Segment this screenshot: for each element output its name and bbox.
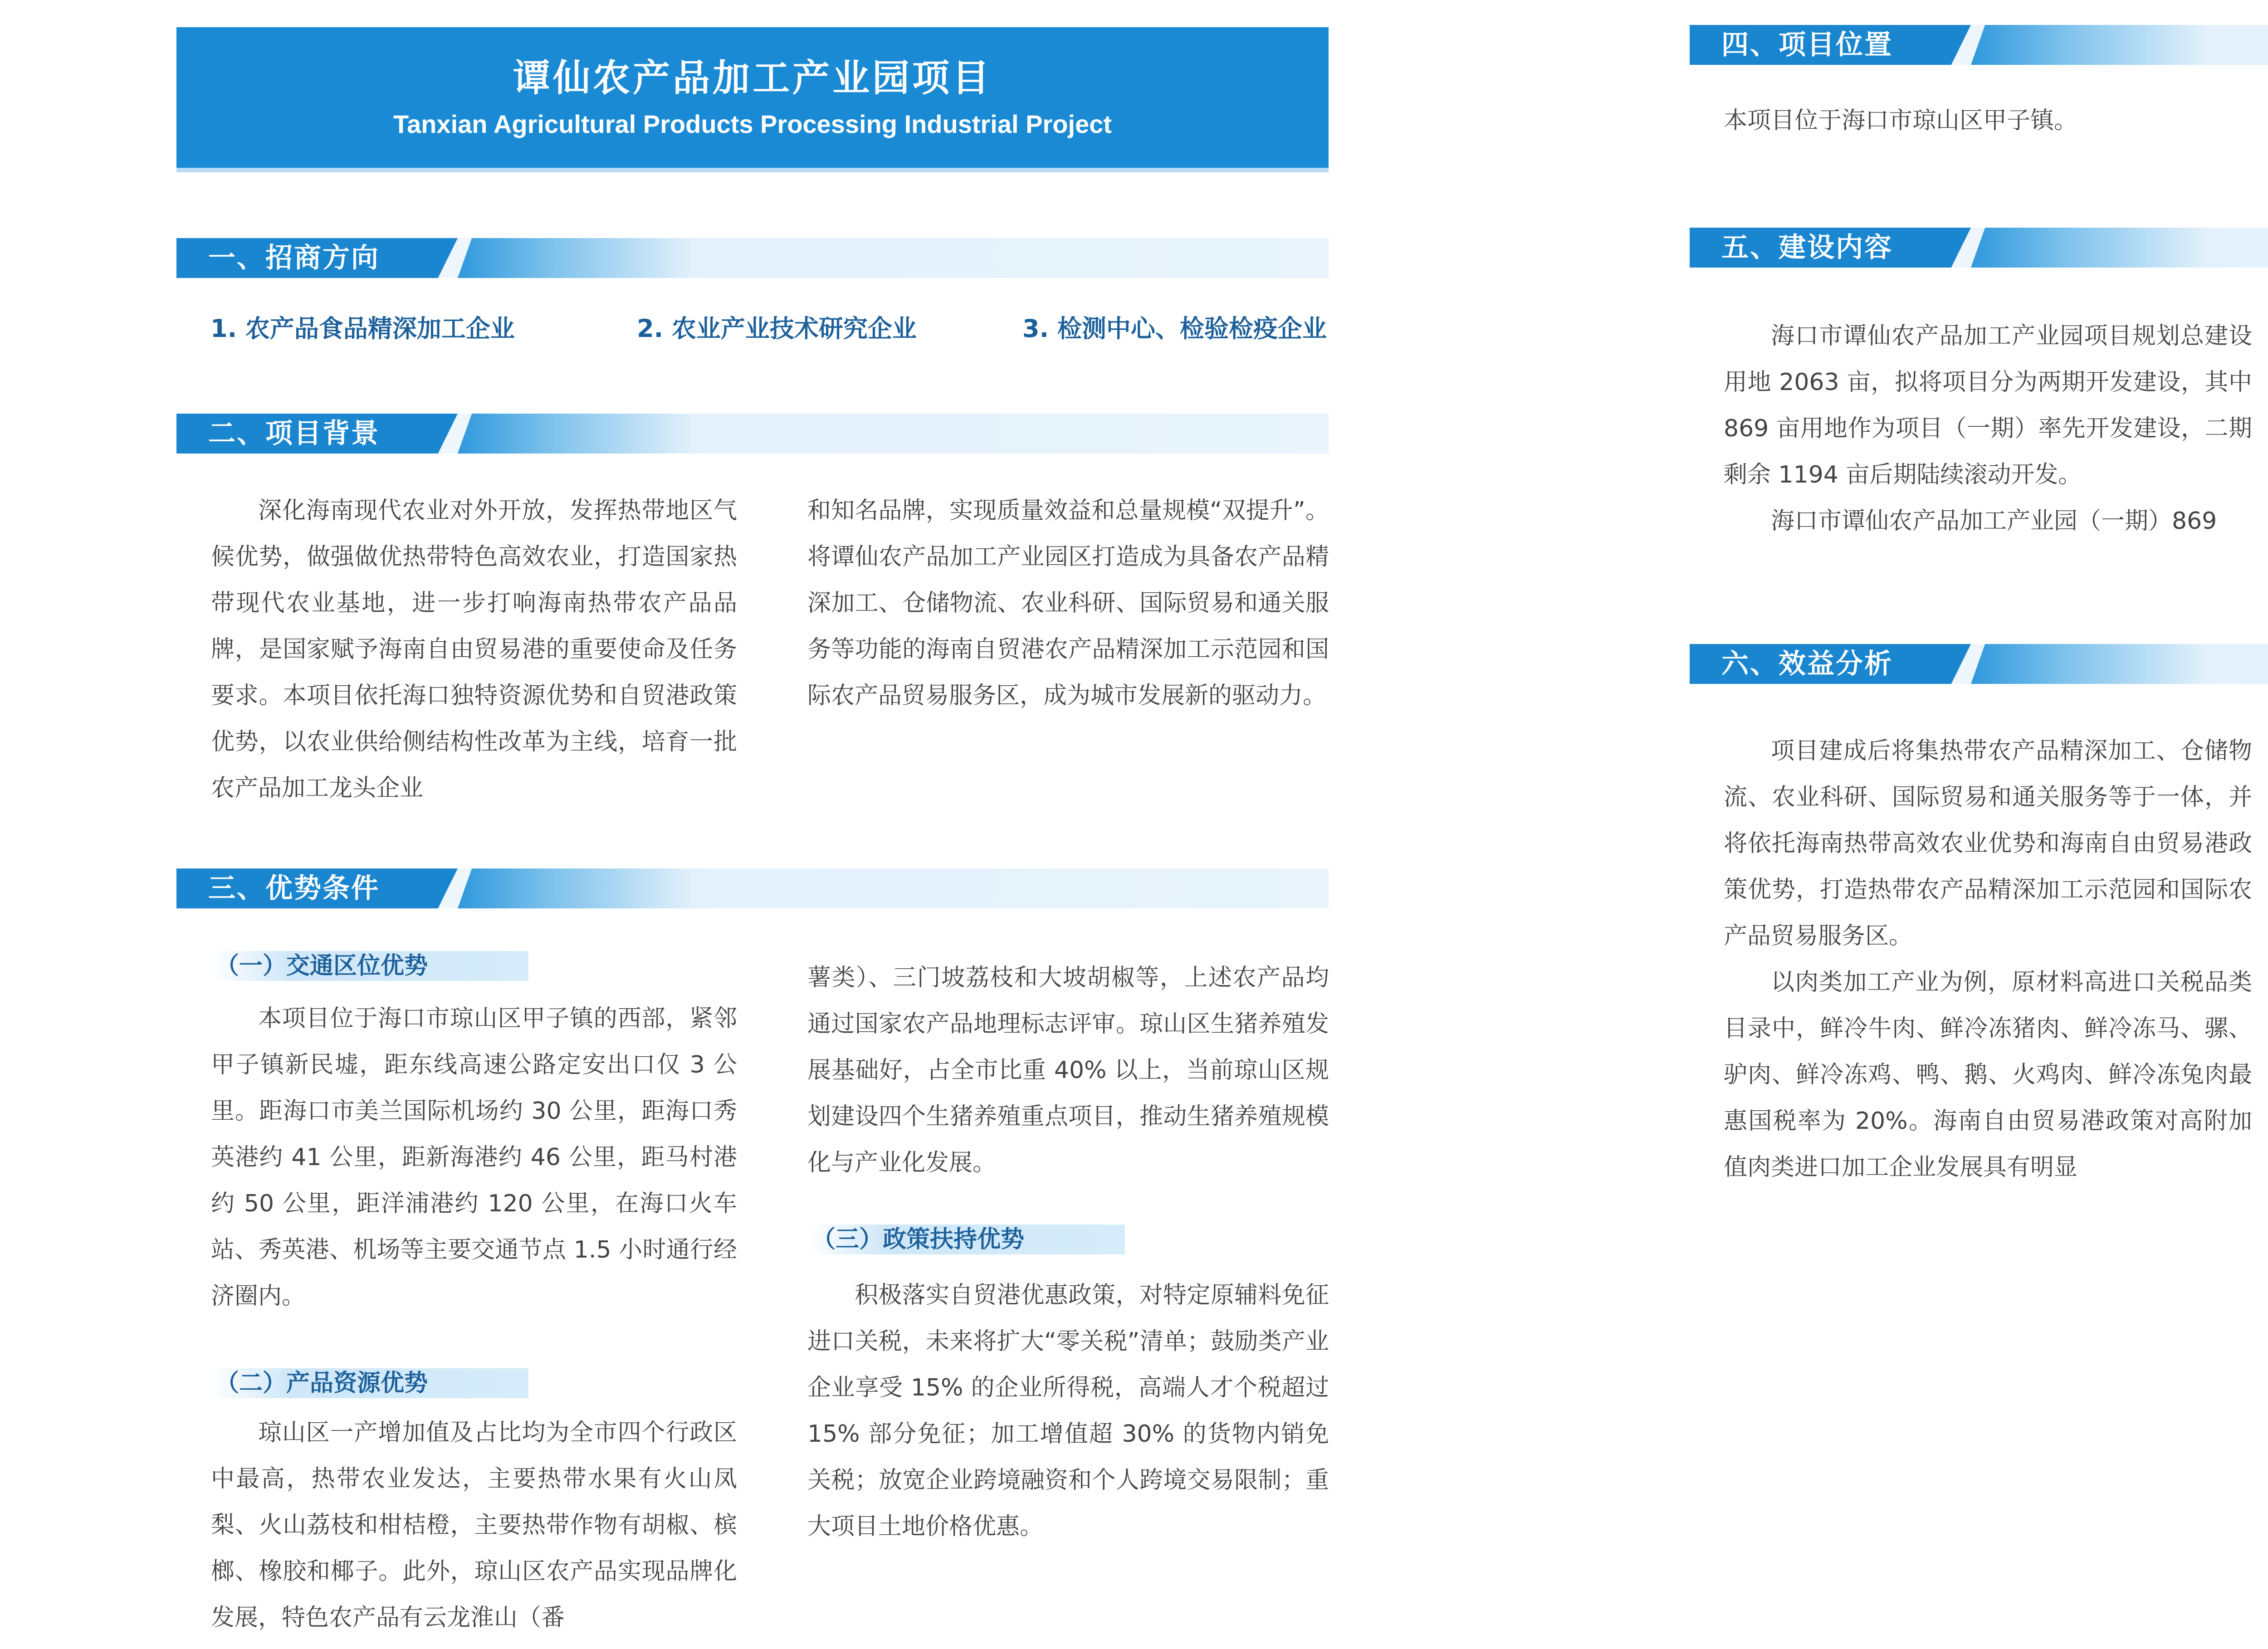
section-title: 五、建设内容 bbox=[1721, 232, 1893, 263]
section-tab-gradient bbox=[458, 414, 694, 454]
subsection-title-transport: （一）交通区位优势 bbox=[211, 951, 528, 981]
location-paragraph bbox=[1724, 98, 2268, 144]
background-paragraph-right bbox=[807, 488, 1329, 719]
section-tab-gradient bbox=[458, 238, 694, 278]
paragraph: 项目建成后将集热带农产品精深加工、仓储物流、农业科研、国际贸易和通关服务等于一体，并将依托海南热带高效农业优势和海南自由贸易港政策优势，打造热带农产品精深加工示范园和国际农产品贸易服务区。 bbox=[1724, 737, 2252, 950]
investment-directions bbox=[176, 299, 1329, 358]
section-tab-gradient bbox=[1971, 644, 2207, 684]
paragraph: 本项目位于海口市琼山区甲子镇的西部，紧邻甲子镇新民墟，距东线高速公路定安出口仅 3 公里。距海口市美兰国际机场约 30 公里，距海口秀英港约 41 公里，距新海港约 46 公里，距马村港约 50 公里，距洋浦港约 120 公里，在海口火车站、秀英港、机场等主要交通节点 1.5 小时通行经济圈内。 bbox=[211, 1005, 737, 1310]
subsection-title-resources: （二）产品资源优势 bbox=[211, 1368, 528, 1398]
benefit-paragraph-left bbox=[1724, 728, 2252, 1190]
section-tab-gradient bbox=[1971, 228, 2207, 268]
resources-paragraph bbox=[211, 1410, 737, 1645]
paragraph: 海口市谭仙农产品加工产业园项目规划总建设用地 2063 亩，拟将项目分为两期开发建设，其中 869 亩用地作为项目（一期）率先开发建设，二期剩余 1194 亩后期陆续滚动开发。 bbox=[1724, 322, 2252, 488]
section-header-construction bbox=[1690, 228, 2268, 268]
section-header-location bbox=[1690, 25, 2268, 65]
resources-paragraph-continued bbox=[807, 955, 1329, 1186]
paragraph: 本项目位于海口市琼山区甲子镇。 bbox=[1724, 107, 2078, 134]
section-header-investment-direction bbox=[176, 238, 1329, 278]
paragraph: 积极落实自贸港优惠政策，对特定原辅料免征进口关税，未来将扩大“零关税”清单；鼓励类产业企业享受 15% 的企业所得税，高端人才个税超过 15% 部分免征；加工增值超 30% 的货物内销免关税；放宽企业跨境融资和个人跨境交易限制；重大项目土地价格优惠。 bbox=[807, 1282, 1329, 1540]
section-title: 四、项目位置 bbox=[1721, 29, 1893, 61]
section-header-benefit bbox=[1690, 644, 2268, 684]
section-tab-gradient bbox=[458, 868, 694, 908]
paragraph: 以肉类加工产业为例，原材料高进口关税品类目录中，鲜冷牛肉、鲜冷冻猪肉、鲜冷冻马、骡、驴肉、鲜冷冻鸡、鸭、鹅、火鸡肉、鲜冷冻兔肉最惠国税率为 20%。海南自由贸易港政策对高附加值肉类进口加工企业发展具有明显 bbox=[1724, 969, 2252, 1181]
transport-paragraph bbox=[211, 995, 737, 1319]
section-tab-gradient bbox=[1971, 25, 2207, 65]
construction-paragraph-left bbox=[1724, 313, 2252, 544]
title-banner bbox=[176, 27, 1329, 172]
section-title: 六、效益分析 bbox=[1721, 648, 1893, 680]
direction-item: 2. 农业产业技术研究企业 bbox=[637, 314, 917, 343]
direction-item: 1. 农产品食品精深加工企业 bbox=[210, 314, 515, 343]
section-header-advantages bbox=[176, 868, 1329, 908]
paragraph: 海口市谭仙农产品加工产业园（一期）869 bbox=[1771, 507, 2217, 535]
direction-item: 3. 检测中心、检验检疫企业 bbox=[1022, 314, 1327, 343]
subsection-title-policy: （三）政策扶持优势 bbox=[807, 1225, 1125, 1254]
paragraph: 深化海南现代农业对外开放，发挥热带地区气候优势，做强做优热带特色高效农业，打造国家热带现代农业基地，进一步打响海南热带农产品品牌，是国家赋予海南自由贸易港的重要使命及任务要求。本项目依托海口独特资源优势和自贸港政策优势，以农业供给侧结构性改革为主线，培育一批农产品加工龙头企业 bbox=[211, 497, 737, 802]
section-header-project-background bbox=[176, 414, 1329, 454]
section-title: 三、优势条件 bbox=[208, 873, 380, 904]
title-english: Tanxian Agricultural Products Processing Industrial Project bbox=[393, 109, 1112, 138]
paragraph: 琼山区一产增加值及占比均为全市四个行政区中最高，热带农业发达，主要热带水果有火山凤梨、火山荔枝和柑桔橙，主要热带作物有胡椒、槟榔、橡胶和椰子。此外，琼山区农产品实现品牌化发展，特色农产品有云龙淮山（番 bbox=[211, 1419, 737, 1631]
background-paragraph-left bbox=[211, 488, 737, 811]
title-chinese: 谭仙农产品加工产业园项目 bbox=[513, 57, 992, 100]
paragraph: 和知名品牌，实现质量效益和总量规模“双提升”。将谭仙农产品加工产业园区打造成为具备农产品精深加工、仓储物流、农业科研、国际贸易和通关服务等功能的海南自贸港农产品精深加工示范园和国际农产品贸易服务区，成为城市发展新的驱动力。 bbox=[807, 497, 1329, 709]
paragraph: 薯类）、三门坡荔枝和大坡胡椒等，上述农产品均通过国家农产品地理标志评审。琼山区生猪养殖发展基础好，占全市比重 40% 以上，当前琼山区规划建设四个生猪养殖重点项目，推动生猪养殖规模化与产业化发展。 bbox=[807, 964, 1329, 1176]
section-title: 一、招商方向 bbox=[208, 242, 380, 274]
section-title: 二、项目背景 bbox=[208, 418, 380, 449]
policy-paragraph bbox=[807, 1272, 1329, 1550]
